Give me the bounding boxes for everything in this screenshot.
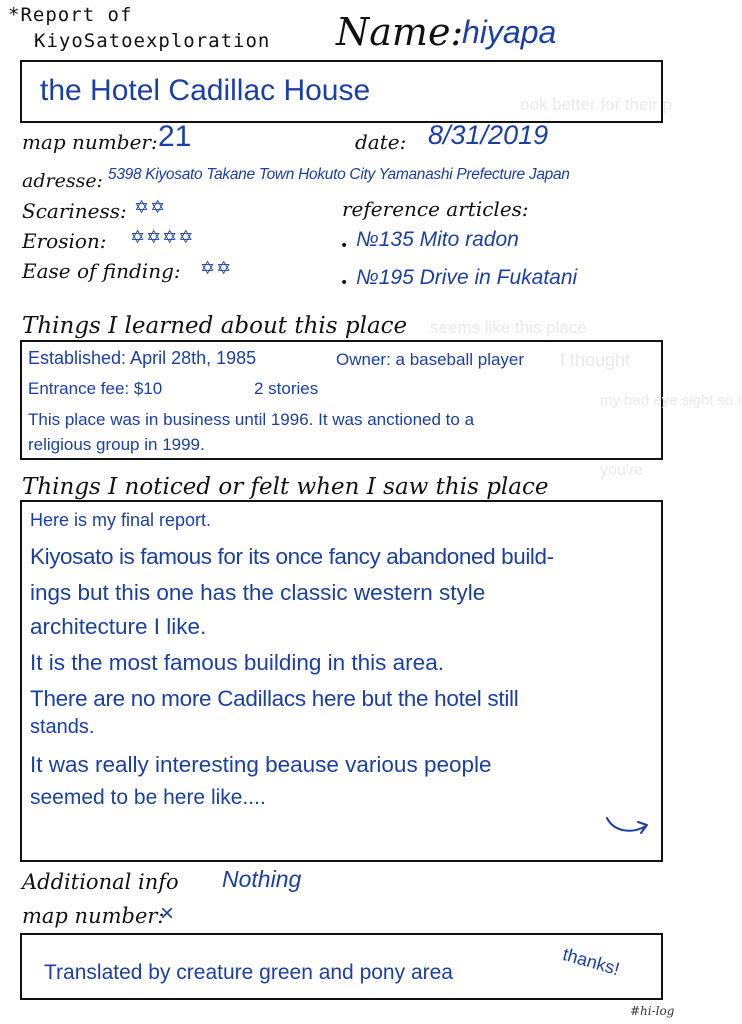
noticed-line-9: seemed to be here like.... xyxy=(30,786,266,809)
ghost-text-1: ook better for their p xyxy=(520,95,673,114)
thanks-text: thanks! xyxy=(560,944,622,980)
noticed-line-2: Kiyosato is famous for its once fancy abandoned build- xyxy=(30,544,554,569)
noticed-line-4: architecture I like. xyxy=(30,614,207,639)
additional-info-label: Additional info xyxy=(22,870,179,894)
reference-article-1: №135 Mito radon xyxy=(356,228,519,251)
reference-articles-label: reference articles: xyxy=(342,197,529,221)
place-name: the Hotel Cadillac House xyxy=(40,74,371,107)
noticed-line-6: There are no more Cadillacs here but the hotel still xyxy=(30,686,519,711)
report-title-line1: *Report of xyxy=(8,4,133,26)
learned-line3: This place was in business until 1996. It was anctioned to a xyxy=(28,410,475,429)
report-title-line2: KiyoSatoexploration xyxy=(34,30,271,52)
reference-bullet-1: • xyxy=(340,238,349,254)
ease-of-finding-stars: ✡✡ xyxy=(200,258,233,279)
noticed-heading: Things I noticed or felt when I saw this place xyxy=(22,474,549,500)
hashtag-text: #hi-log xyxy=(630,1004,675,1018)
address-label: adresse: xyxy=(22,170,103,192)
erosion-stars: ✡✡✡✡ xyxy=(130,227,195,248)
additional-map-number-label: map number: xyxy=(22,904,165,928)
continue-arrow-icon xyxy=(604,810,652,840)
map-number-value: 21 xyxy=(158,120,192,153)
noticed-line-8: It was really interesting beause various people xyxy=(30,752,492,777)
ease-of-finding-label: Ease of finding: xyxy=(22,259,181,283)
reference-bullet-2: • xyxy=(340,275,349,291)
ghost-text-4: my bad eye sight so I xyxy=(600,392,742,409)
additional-map-number-value: × xyxy=(160,900,175,927)
credit-box xyxy=(20,933,663,1000)
address-value: 5398 Kiyosato Takane Town Hokuto City Yamanashi Prefecture Japan xyxy=(108,166,570,183)
credit-text: Translated by creature green and pony area xyxy=(44,961,453,984)
date-label: date: xyxy=(355,130,407,154)
ghost-text-3: I thought xyxy=(560,350,631,370)
ghost-text-2: seems like this place xyxy=(430,318,587,337)
name-value: hiyapa xyxy=(462,14,557,50)
scariness-label: Scariness: xyxy=(22,199,127,223)
reference-article-2: №195 Drive in Fukatani xyxy=(356,266,578,289)
date-value: 8/31/2019 xyxy=(428,120,549,150)
noticed-line-1: Here is my final report. xyxy=(30,510,212,530)
additional-info-value: Nothing xyxy=(222,866,302,892)
learned-heading: Things I learned about this place xyxy=(22,313,408,339)
name-label: Name: xyxy=(336,10,464,54)
noticed-line-7: stands. xyxy=(30,716,95,738)
owner-text: Owner: a baseball player xyxy=(336,350,525,369)
learned-line4: religious group in 1999. xyxy=(28,435,205,454)
entrance-fee-text: Entrance fee: $10 xyxy=(28,379,163,398)
scariness-stars: ✡✡ xyxy=(134,197,167,218)
noticed-line-3: ings but this one has the classic western style xyxy=(30,580,486,605)
established-text: Established: April 28th, 1985 xyxy=(28,348,257,368)
ghost-text-5: you're xyxy=(600,462,644,479)
noticed-line-5: It is the most famous building in this area. xyxy=(30,650,444,675)
stories-text: 2 stories xyxy=(254,379,319,398)
erosion-label: Erosion: xyxy=(22,229,107,253)
map-number-label: map number: xyxy=(22,130,158,154)
